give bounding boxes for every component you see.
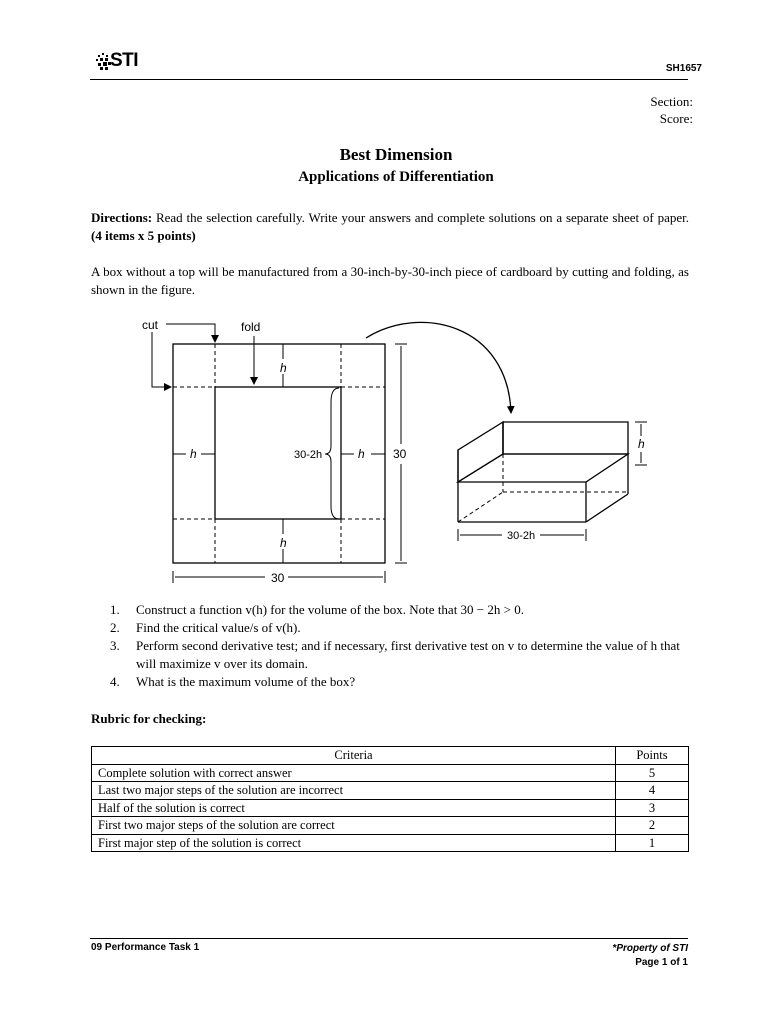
table-header-row: [92, 747, 689, 765]
transform-arrow: [366, 322, 511, 413]
footer-property: *Property of STI: [612, 943, 688, 954]
criteria-header: Criteria: [92, 747, 616, 765]
box-figure: [90, 312, 690, 592]
question-item: 1. Construct a function v(h) for the volume of the box. Note that 30 − 2h > 0.: [110, 602, 524, 617]
table-row: Half of the solution is correct 3: [92, 799, 689, 817]
cut-arrow-left: [152, 332, 171, 387]
score-label: Score:: [659, 111, 693, 126]
directions-paragraph: [91, 209, 689, 245]
points-header: Points: [616, 747, 689, 765]
footer-right-block: [612, 942, 688, 970]
question-item: 4. What is the maximum volume of the box?: [110, 674, 356, 689]
logo-text: STI: [110, 50, 139, 71]
inner-side-label: 30-2h: [294, 449, 323, 461]
question-item: 2. Find the critical value/s of v(h).: [110, 620, 301, 635]
cut-arrow-top: [166, 324, 215, 342]
fold-label: fold: [241, 320, 261, 334]
h-label-top: h: [280, 361, 287, 375]
footer-page-number: Page 1 of 1: [635, 957, 688, 968]
header-rule: [90, 79, 688, 80]
document-code: SH1657: [665, 63, 702, 74]
box-height-label: h: [638, 437, 645, 451]
right-dimension-label: 30: [393, 447, 407, 461]
directions-points: (4 items x 5 points): [91, 228, 196, 243]
table-row: First two major steps of the solution are correct 2: [92, 817, 689, 835]
rubric-table: [91, 746, 689, 852]
section-score-block: [650, 93, 693, 127]
problem-statement: A box without a top will be manufactured from a 30-inch-by-30-inch piece of cardboard by cutting and folding, as shown in the figure.: [91, 264, 689, 297]
cut-label: cut: [142, 318, 159, 332]
question-item: 3. Perform second derivative test; and if necessary, first derivative test on v to determine the value of h that will maximize v over its domain.: [110, 638, 680, 671]
h-label-bottom: h: [280, 536, 287, 550]
inner-side-brace: [325, 388, 339, 519]
directions-text: Read the selection carefully. Write your answers and complete solutions on a separate sheet of paper.: [152, 210, 689, 225]
open-box: [458, 422, 628, 522]
table-row: First major step of the solution is correct 1: [92, 834, 689, 852]
h-label-left: h: [190, 447, 197, 461]
section-label: Section:: [650, 94, 693, 109]
table-row: Complete solution with correct answer 5: [92, 764, 689, 782]
questions-list: [110, 601, 700, 691]
box-base-label: 30-2h: [507, 530, 536, 542]
footer-task-label: 09 Performance Task 1: [91, 942, 200, 953]
directions-label: Directions:: [91, 210, 153, 225]
bottom-dimension-label: 30: [271, 571, 285, 585]
page-subtitle: Applications of Differentiation: [298, 169, 494, 185]
h-label-right: h: [358, 447, 365, 461]
footer-rule: [90, 938, 688, 939]
table-row: Last two major steps of the solution are incorrect 4: [92, 782, 689, 800]
rubric-title: Rubric for checking:: [91, 711, 207, 726]
sti-logo: [96, 50, 156, 76]
page-title: Best Dimension: [339, 145, 453, 164]
